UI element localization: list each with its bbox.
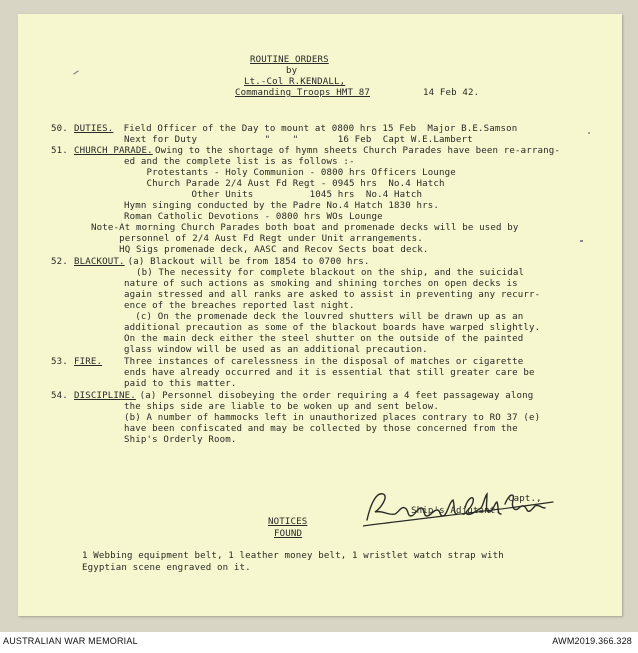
order-line: Owing to the shortage of hymn sheets Church Parades have been re-arrang- xyxy=(155,146,560,156)
order-line: Other Units 1045 hrs No.4 Hatch xyxy=(124,190,423,200)
order-line: Hymn singing conducted by the Padre No.4 Hatch 1830 hrs. xyxy=(124,201,439,211)
order-number: 52. xyxy=(51,257,68,267)
order-line: Next for Duty " " 16 Feb Capt W.E.Lambert xyxy=(124,135,473,145)
order-title-discipline: DISCIPLINE. xyxy=(74,391,136,401)
footer-accession-number: AWM2019.366.328 xyxy=(552,636,632,646)
doc-title: ROUTINE ORDERS xyxy=(250,55,329,65)
order-line: ends have already occurred and it is essential that still greater care be xyxy=(124,368,535,378)
order-line: glass window will be used as an additional precaution. xyxy=(124,345,428,355)
order-line: Note-At morning Church Parades both boat and promenade decks will be used by xyxy=(91,223,519,233)
signature-title: Ship's Adjutant. xyxy=(411,506,501,516)
order-line: have been confiscated and may be collected by those concerned from the xyxy=(124,424,518,434)
order-line: ed and the complete list is as follows :- xyxy=(124,157,355,167)
order-line: Field Officer of the Day to mount at 0800 hrs 15 Feb Major B.E.Samson xyxy=(118,124,518,134)
paper-mark xyxy=(588,132,590,134)
document-page xyxy=(18,14,622,616)
found-heading: FOUND xyxy=(274,529,303,539)
order-line: ence of the breaches reported last night. xyxy=(124,301,355,311)
order-title-blackout: BLACKOUT. xyxy=(74,257,125,267)
order-line: Three instances of carelessness in the disposal of matches or cigarette xyxy=(124,357,524,367)
order-number: 51. xyxy=(51,146,68,156)
doc-author: Lt.-Col R.KENDALL, xyxy=(244,77,346,87)
order-line: Church Parade 2/4 Aust Fd Regt - 0945 hrs No.4 Hatch xyxy=(124,179,445,189)
notice-line: 1 Webbing equipment belt, 1 leather money belt, 1 wristlet watch strap with xyxy=(82,551,504,561)
paper-mark xyxy=(73,70,78,74)
order-line: additional precaution as some of the blackout boards have warped slightly. xyxy=(124,323,541,333)
order-line: paid to this matter. xyxy=(124,379,237,389)
doc-date: 14 Feb 42. xyxy=(423,88,480,98)
order-number: 53. xyxy=(51,357,68,367)
order-line: nature of such actions as smoking and shining torches on open decks is xyxy=(124,279,518,289)
order-line: (a) Blackout will be from 1854 to 0700 hrs. xyxy=(122,257,370,267)
order-line: personnel of 2/4 Aust Fd Regt under Unit arrangements. xyxy=(91,234,423,244)
notice-line: Egyptian scene engraved on it. xyxy=(82,563,251,573)
order-title-fire: FIRE. xyxy=(74,357,103,367)
footer-institution: AUSTRALIAN WAR MEMORIAL xyxy=(3,636,138,646)
order-title-duties: DUTIES. xyxy=(74,124,114,134)
order-number: 54. xyxy=(51,391,68,401)
order-line: Protestants - Holy Communion - 0800 hrs Officers Lounge xyxy=(124,168,456,178)
doc-by: by xyxy=(286,66,298,76)
order-line: (c) On the promenade deck the louvred shutters will be drawn up as an xyxy=(124,312,524,322)
order-line: HQ Sigs promenade deck, AASC and Recov Sects boat deck. xyxy=(91,245,429,255)
order-line: Roman Catholic Devotions - 0800 hrs WOs Lounge xyxy=(124,212,383,222)
notices-heading: NOTICES xyxy=(268,517,308,527)
paper-mark xyxy=(580,240,583,242)
order-line: Ship's Orderly Room. xyxy=(124,435,237,445)
order-line: (b) The necessity for complete blackout on the ship, and the suicidal xyxy=(136,268,525,278)
doc-role: Commanding Troops HMT 87 xyxy=(235,88,370,98)
order-line: On the main deck either the steel shutter on the outside of the painted xyxy=(124,334,524,344)
order-line: the ships side are liable to be woken up and sent below. xyxy=(124,402,439,412)
order-title-church-parade: CHURCH PARADE. xyxy=(74,146,153,156)
order-number: 50. xyxy=(51,124,68,134)
order-line: (a) Personnel disobeying the order requiring a 4 feet passageway along xyxy=(134,391,534,401)
order-line: again stressed and all ranks are asked to assist in preventing any recurr- xyxy=(124,290,541,300)
signature-rank: Capt., xyxy=(508,494,542,504)
order-line: (b) A number of hammocks left in unauthorized places contrary to RO 37 (e) xyxy=(124,413,541,423)
